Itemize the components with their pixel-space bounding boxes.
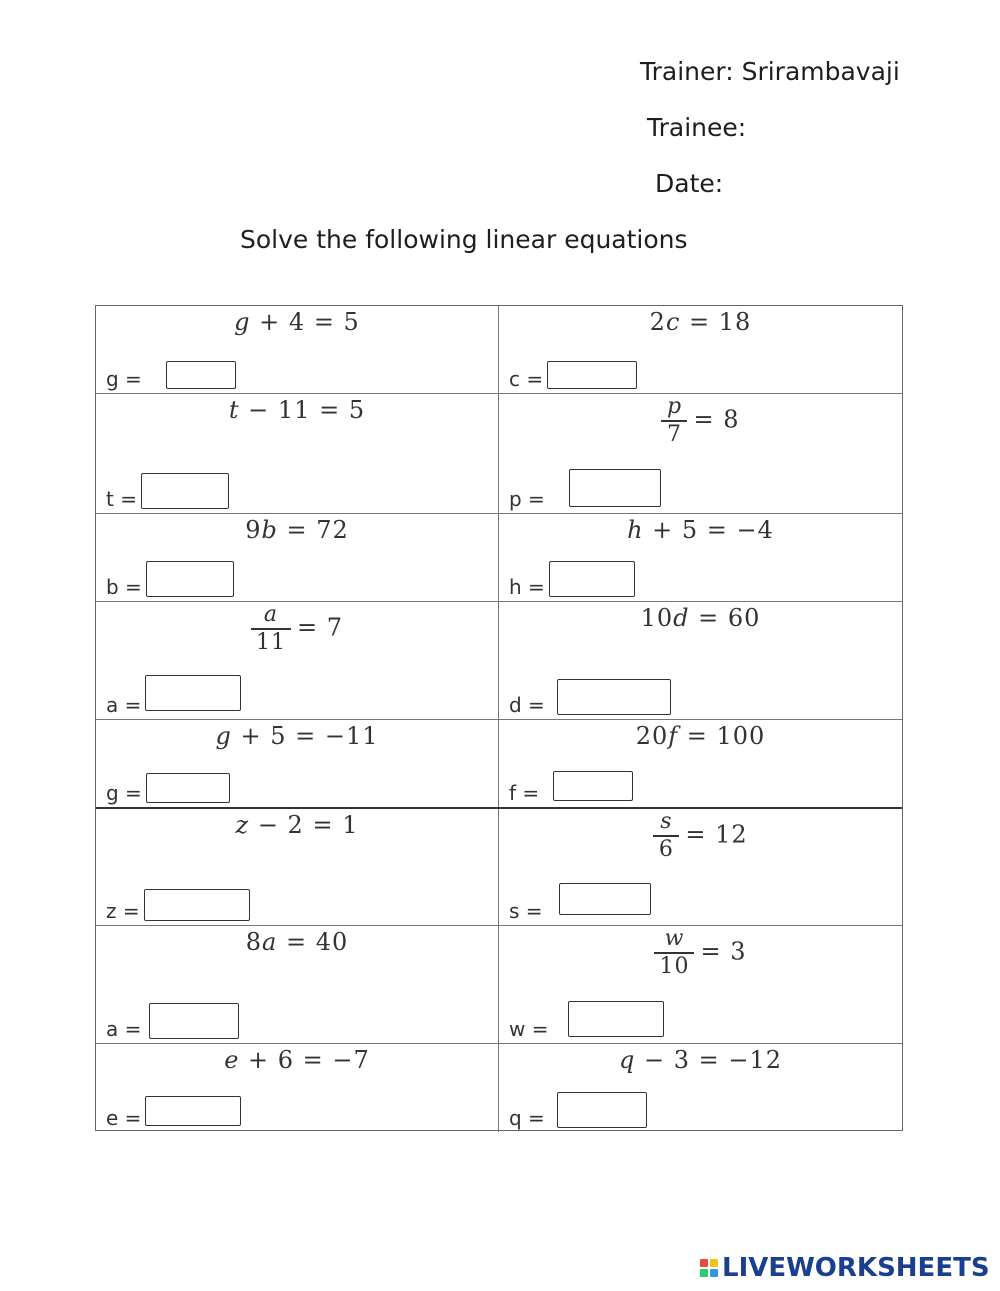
- answer-label: c =: [509, 367, 544, 391]
- answer-input-t[interactable]: [141, 473, 229, 509]
- table-row: [96, 513, 902, 601]
- equation-cell: [96, 602, 499, 719]
- equation: $\frac{a}{11}$ = 7: [96, 604, 498, 654]
- equation-cell: [96, 514, 499, 601]
- equations-table: [95, 305, 903, 1131]
- equation-cell: [499, 306, 902, 393]
- answer-label: d =: [509, 693, 545, 717]
- answer-input-q[interactable]: [557, 1092, 647, 1128]
- answer-label: g =: [106, 781, 142, 805]
- equation-cell: [96, 394, 499, 513]
- equation-cell: [499, 1044, 902, 1132]
- date-line: Date:: [655, 169, 724, 198]
- equation: $\frac{p}{7}$ = 8: [499, 396, 902, 446]
- answer-label: z =: [106, 899, 140, 923]
- answer-input-a[interactable]: [145, 675, 241, 711]
- trainer-line: Trainer: Srirambavaji: [640, 57, 900, 86]
- equation-cell: [499, 394, 902, 513]
- equation: 9b = 72: [245, 516, 349, 544]
- table-row: [96, 601, 902, 719]
- answer-label: e =: [106, 1106, 142, 1130]
- equation-cell: [499, 720, 902, 807]
- answer-input-e[interactable]: [145, 1096, 241, 1126]
- answer-input-h[interactable]: [549, 561, 635, 597]
- answer-label: w =: [509, 1017, 549, 1041]
- answer-label: g =: [106, 367, 142, 391]
- logo-text: LIVEWORKSHEETS: [722, 1253, 990, 1283]
- answer-label: h =: [509, 575, 545, 599]
- answer-input-f[interactable]: [553, 771, 633, 801]
- answer-label: a =: [106, 1017, 142, 1041]
- answer-label: b =: [106, 575, 142, 599]
- answer-label: q =: [509, 1106, 545, 1130]
- answer-label: s =: [509, 899, 543, 923]
- equation: g + 4 = 5: [234, 308, 360, 336]
- trainee-line: Trainee:: [647, 113, 747, 142]
- answer-input-w[interactable]: [568, 1001, 664, 1037]
- equation-cell: [499, 809, 902, 925]
- liveworksheets-logo: [700, 1253, 990, 1283]
- answer-input-c[interactable]: [547, 361, 637, 389]
- answer-input-b[interactable]: [146, 561, 234, 597]
- equation: g + 5 = −11: [215, 722, 379, 750]
- equation: $\frac{w}{10}$ = 3: [499, 928, 902, 978]
- answer-label: t =: [106, 487, 137, 511]
- table-row: [96, 393, 902, 513]
- equation: e + 6 = −7: [224, 1046, 370, 1074]
- answer-input-g2[interactable]: [146, 773, 230, 803]
- answer-input-a2[interactable]: [149, 1003, 239, 1039]
- answer-label: a =: [106, 693, 142, 717]
- equation: z − 2 = 1: [235, 811, 359, 839]
- equation: q − 3 = −12: [618, 1046, 783, 1074]
- equation: 20f = 100: [635, 722, 766, 750]
- equation: h + 5 = −4: [627, 516, 774, 544]
- table-row: [96, 1043, 902, 1132]
- equation-cell: [499, 926, 902, 1043]
- equation: 2c = 18: [649, 308, 752, 336]
- table-row: [96, 306, 902, 393]
- equation-cell: [499, 602, 902, 719]
- answer-label: p =: [509, 487, 545, 511]
- equation-cell: [96, 306, 499, 393]
- equation: 8a = 40: [245, 928, 349, 956]
- table-row: [96, 719, 902, 807]
- answer-input-z[interactable]: [144, 889, 250, 921]
- equation-cell: [96, 1044, 499, 1132]
- answer-label: f =: [509, 781, 540, 805]
- equation: t − 11 = 5: [228, 396, 366, 424]
- table-row: [96, 807, 902, 925]
- answer-input-p[interactable]: [569, 469, 661, 507]
- table-row: [96, 925, 902, 1043]
- liveworksheets-icon: [700, 1259, 718, 1277]
- answer-input-s[interactable]: [559, 883, 651, 915]
- equation-cell: [96, 926, 499, 1043]
- equation-cell: [96, 809, 499, 925]
- instructions: Solve the following linear equations: [240, 225, 688, 254]
- answer-input-d[interactable]: [557, 679, 671, 715]
- equation-cell: [96, 720, 499, 807]
- equation: 10d = 60: [640, 604, 761, 632]
- equation-cell: [499, 514, 902, 601]
- answer-input-g[interactable]: [166, 361, 236, 389]
- equation: $\frac{s}{6}$ = 12: [499, 811, 902, 861]
